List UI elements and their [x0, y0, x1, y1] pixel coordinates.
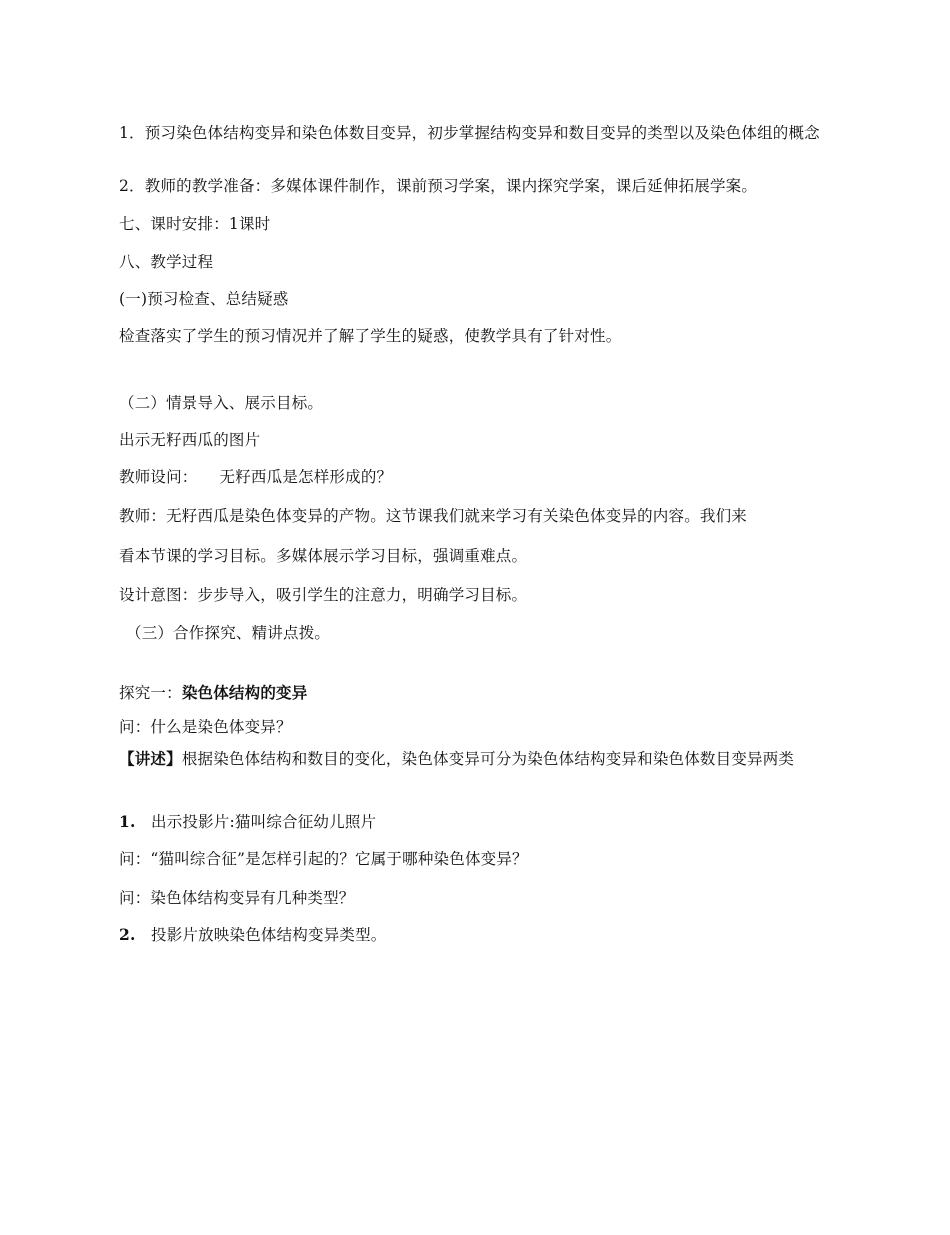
question-structure-types: 问：染色体结构变异有几种类型？	[119, 889, 355, 907]
list-item-2	[119, 922, 834, 948]
question-what-is-variation: 问：什么是染色体变异？	[119, 718, 292, 736]
paragraph-show-picture: 出示无籽西瓜的图片	[119, 431, 261, 449]
lecture-text: 根据染色体结构和数目的变化，染色体变异可分为染色体结构变异和染色体数目变异两类	[181, 750, 795, 768]
lecture-label: 【讲述】	[119, 749, 182, 768]
heading-inquiry-one	[119, 680, 834, 706]
paragraph-teacher-explanation-line2: 看本节课的学习目标。多媒体展示学习目标，强调重难点。	[119, 547, 528, 565]
paragraph-teacher-question	[119, 464, 834, 490]
question-cat-cry-syndrome: 问：“猫叫综合征”是怎样引起的？它属于哪种染色体变异？	[119, 850, 528, 868]
list-number-1: 1.	[119, 812, 136, 831]
subheading-scene-intro: （二）情景导入、展示目标。	[119, 394, 324, 412]
paragraph-teacher-preparation: 2．教师的教学准备：多媒体课件制作，课前预习学案，课内探究学案，课后延伸拓展学案。	[119, 177, 758, 195]
paragraph-preview-check: 检查落实了学生的预习情况并了解了学生的疑惑，使教学具有了针对性。	[119, 327, 622, 345]
paragraph-teacher-explanation-line1: 教师：无籽西瓜是染色体变异的产物。这节课我们就来学习有关染色体变异的内容。我们来	[119, 507, 748, 525]
list-number-2: 2.	[119, 925, 136, 944]
teacher-question-text: 无籽西瓜是怎样形成的？	[219, 468, 393, 486]
paragraph-preview-task: 1．预习染色体结构变异和染色体数目变异，初步掌握结构变异和数目变异的类型以及染色体组的概念	[119, 124, 820, 142]
paragraph-lecture	[119, 746, 834, 772]
inquiry-one-title: 染色体结构的变异	[181, 683, 308, 702]
list-text-1: 出示投影片:猫叫综合征幼儿照片	[151, 813, 377, 831]
heading-teaching-process: 八、教学过程	[119, 253, 214, 271]
subheading-cooperative-inquiry: （三）合作探究、精讲点拨。	[126, 624, 331, 642]
heading-class-schedule: 七、课时安排：1课时	[119, 215, 271, 233]
teacher-question-label: 教师设问：	[119, 468, 198, 486]
inquiry-one-label: 探究一：	[119, 684, 182, 702]
subheading-preview-check: (一)预习检查、总结疑惑	[119, 290, 289, 308]
paragraph-design-intent: 设计意图：步步导入，吸引学生的注意力，明确学习目标。	[119, 586, 528, 604]
list-text-2: 投影片放映染色体结构变异类型。	[151, 926, 387, 944]
list-item-1	[119, 809, 834, 835]
